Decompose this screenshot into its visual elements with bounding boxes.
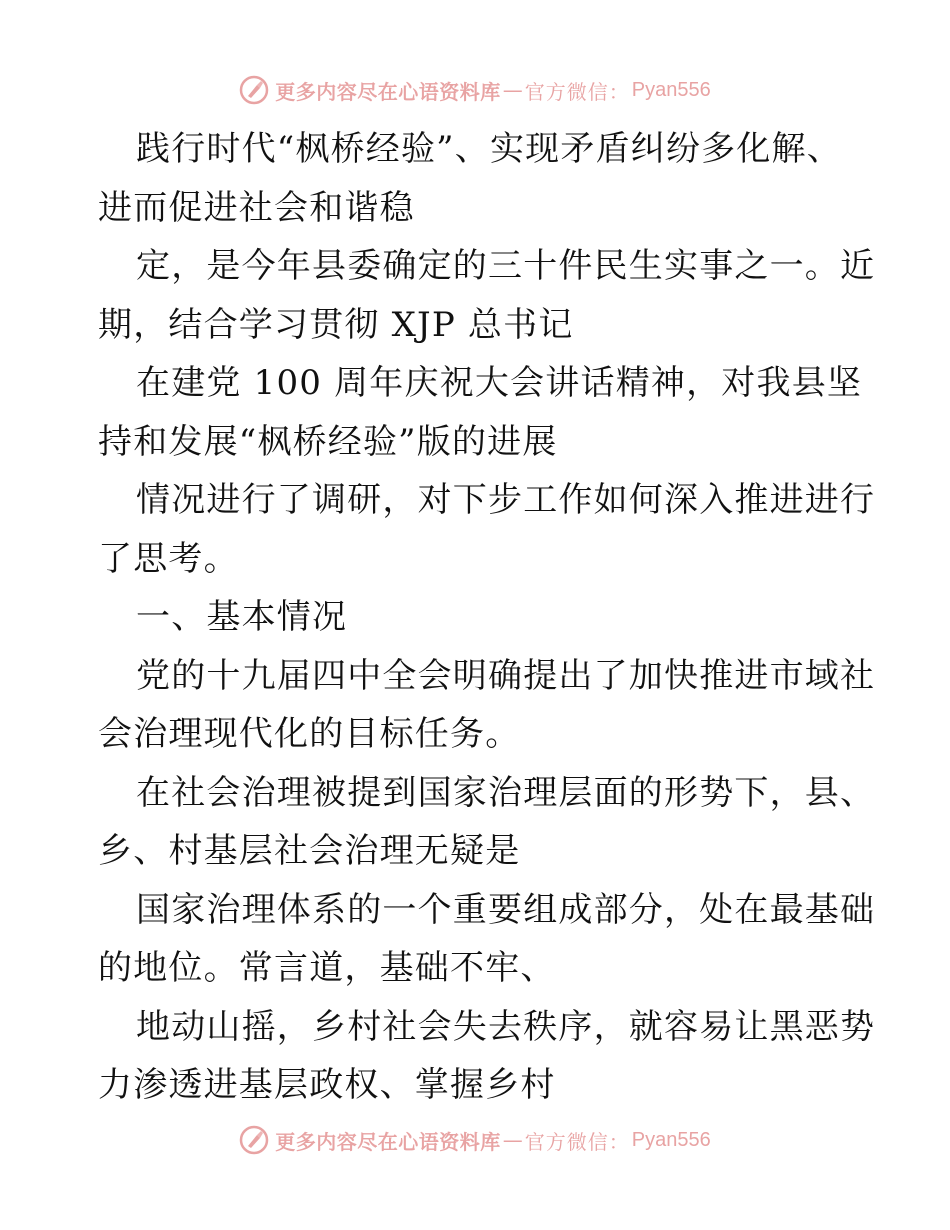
footer-watermark-banner xyxy=(0,1120,950,1160)
banner-official-text: 官方微信： xyxy=(524,1129,630,1154)
banner-wechat-id: Pyan556 xyxy=(631,78,711,101)
paragraph-line: 定，是今年县委确定的三十件民生实事之一。近 xyxy=(136,246,876,286)
pen-nib-logo-icon xyxy=(239,75,269,105)
paragraph-line: 会治理现代化的目标任务。 xyxy=(98,714,521,754)
section-heading: 一、基本情况 xyxy=(136,597,348,637)
paragraph-line: 进而促进社会和谐稳 xyxy=(98,187,415,228)
header-watermark-banner xyxy=(0,70,950,110)
paragraph-line: 在建党 100 周年庆祝大会讲话精神，对我县坚 xyxy=(136,363,863,403)
paragraph-line: 在社会治理被提到国家治理层面的形势下，县、 xyxy=(136,772,876,813)
paragraph-line: 力渗透进基层政权、掌握乡村 xyxy=(98,1065,556,1105)
banner-main-text: 更多内容尽在心语资料库 xyxy=(275,1129,501,1154)
pen-nib-logo-icon xyxy=(239,1125,269,1155)
banner-dash: — xyxy=(502,78,523,102)
paragraph-line: 持和发展“枫桥经验”版的进展 xyxy=(98,421,558,462)
banner-main-text: 更多内容尽在心语资料库 xyxy=(275,79,501,104)
paragraph-line: 的地位。常言道，基础不牢、 xyxy=(98,948,556,988)
banner-wechat-id: Pyan556 xyxy=(631,1128,711,1151)
paragraph-line: 了思考。 xyxy=(98,538,239,579)
paragraph-line: 党的十九届四中全会明确提出了加快推进市域社 xyxy=(136,655,876,696)
banner-dash: — xyxy=(502,1128,523,1152)
paragraph-line: 践行时代“枫桥经验”、实现矛盾纠纷多化解、 xyxy=(136,129,842,169)
document-body xyxy=(98,120,876,1115)
paragraph-line: 地动山摇，乡村社会失去秩序，就容易让黑恶势 xyxy=(136,1006,876,1047)
paragraph-line: 国家治理体系的一个重要组成部分，处在最基础 xyxy=(136,889,876,930)
paragraph-line: 情况进行了调研，对下步工作如何深入推进进行 xyxy=(136,480,876,520)
banner-official-text: 官方微信： xyxy=(524,79,630,104)
paragraph-line: 乡、村基层社会治理无疑是 xyxy=(98,831,521,871)
paragraph-line: 期，结合学习贯彻 XJP 总书记 xyxy=(98,304,574,345)
